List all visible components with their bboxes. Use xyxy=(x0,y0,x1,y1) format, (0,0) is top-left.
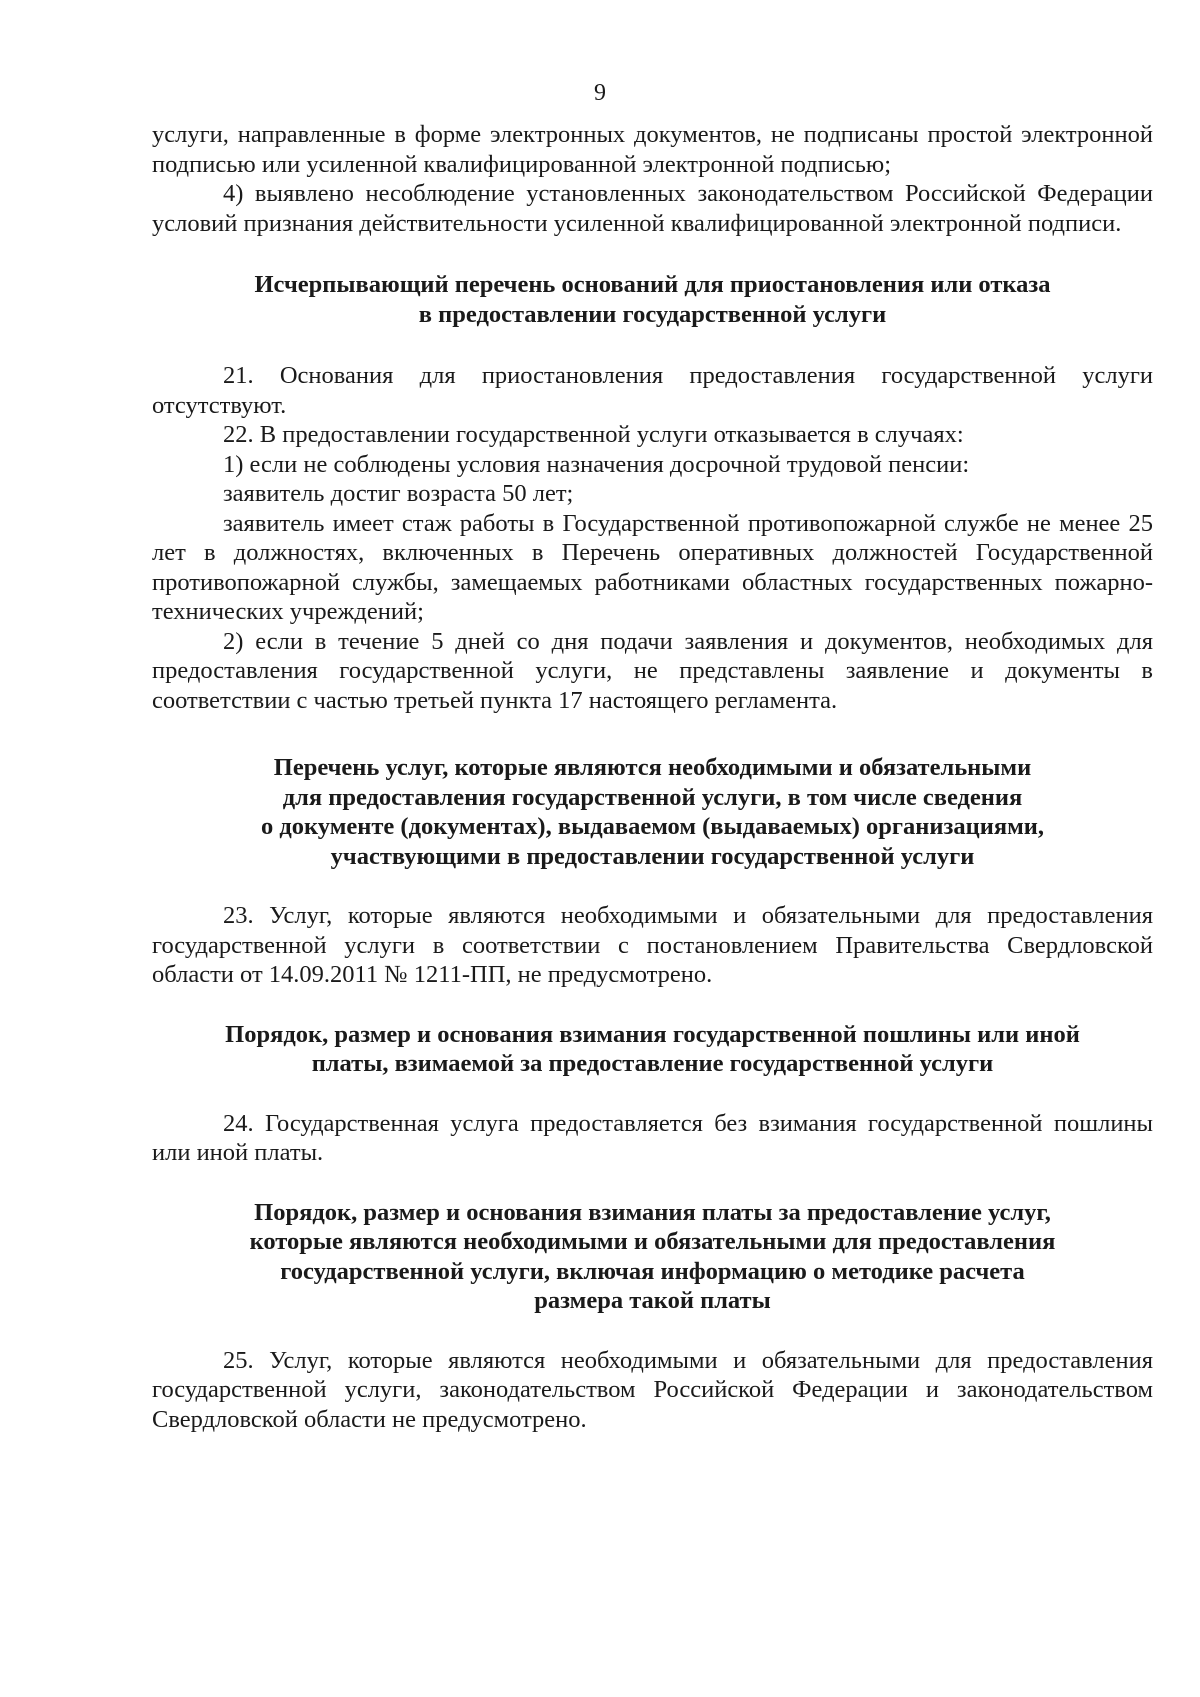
heading-line: платы, взимаемой за предоставление государственной услуги xyxy=(311,1050,994,1077)
heading-line: участвующими в предоставлении государственной услуги xyxy=(330,842,975,870)
heading-line: Исчерпывающий перечень оснований для приостановления или отказа xyxy=(254,271,1051,298)
paragraph-continuation: услуги, направленные в форме электронных документов, не подписаны простой электронной подписью или усиленной квалифицированной электронной подписью; xyxy=(152,121,1153,178)
section-heading-refusal-grounds xyxy=(152,270,1153,329)
heading-line: для предоставления государственной услуги, в том числе сведения xyxy=(282,783,1023,811)
section-heading-state-duty xyxy=(152,1020,1153,1079)
heading-line: о документе (документах), выдаваемом (выдаваемых) организациями, xyxy=(260,813,1045,840)
paragraph-21: 21. Основания для приостановления предоставления государственной услуги отсутствуют. xyxy=(152,362,1153,419)
paragraph-24: 24. Государственная услуга предоставляется без взимания государственной пошлины или иной платы. xyxy=(152,1109,1153,1166)
heading-line: в предоставлении государственной услуги xyxy=(418,300,887,328)
heading-line: государственной услуги, включая информацию о методике расчета xyxy=(280,1257,1025,1285)
section-heading-service-fees xyxy=(152,1198,1153,1316)
section-heading-required-services xyxy=(152,753,1153,871)
paragraph-22-condition-service: заявитель имеет стаж работы в Государственной противопожарной службе не менее 25 лет в должностях, включенных в Перечень оперативных должностей Государственной противопожарной службы, замещаемых работниками областных государственных пожарно-технических учреждений; xyxy=(152,509,1153,625)
paragraph-23: 23. Услуг, которые являются необходимыми и обязательными для предоставления государственной услуги в соответствии с постановлением Правительства Свердловской области от 14.09.2011 № 1211-ПП, не предусмотрено. xyxy=(152,902,1153,988)
paragraph-item-4: 4) выявлено несоблюдение установленных законодательством Российской Федерации условий признания действительности усиленной квалифицированной электронной подписи. xyxy=(152,180,1153,237)
page-number: 9 xyxy=(594,80,606,106)
paragraph-22-item-1: 1) если не соблюдены условия назначения досрочной трудовой пенсии: xyxy=(223,450,970,478)
paragraph-22-condition-age: заявитель достиг возраста 50 лет; xyxy=(223,480,574,507)
paragraph-22: 22. В предоставлении государственной услуги отказывается в случаях: xyxy=(223,421,964,448)
heading-line: которые являются необходимыми и обязательными для предоставления xyxy=(249,1228,1056,1255)
document-body xyxy=(152,120,1153,1434)
paragraph-25: 25. Услуг, которые являются необходимыми и обязательными для предоставления государственной услуги, законодательством Российской Федерации и законодательством Свердловской области не предусмотрено. xyxy=(152,1346,1153,1433)
paragraph-22-item-2: 2) если в течение 5 дней со дня подачи заявления и документов, необходимых для предоставления государственной услуги, не представлены заявление и документы в соответствии с частью третьей пункта 17 настоящего регламента. xyxy=(152,627,1153,714)
heading-line: Порядок, размер и основания взимания государственной пошлины или иной xyxy=(225,1020,1080,1048)
heading-line: Порядок, размер и основания взимания платы за предоставление услуг, xyxy=(254,1198,1051,1226)
heading-line: размера такой платы xyxy=(534,1287,771,1314)
heading-line: Перечень услуг, которые являются необходимыми и обязательными xyxy=(273,754,1032,781)
